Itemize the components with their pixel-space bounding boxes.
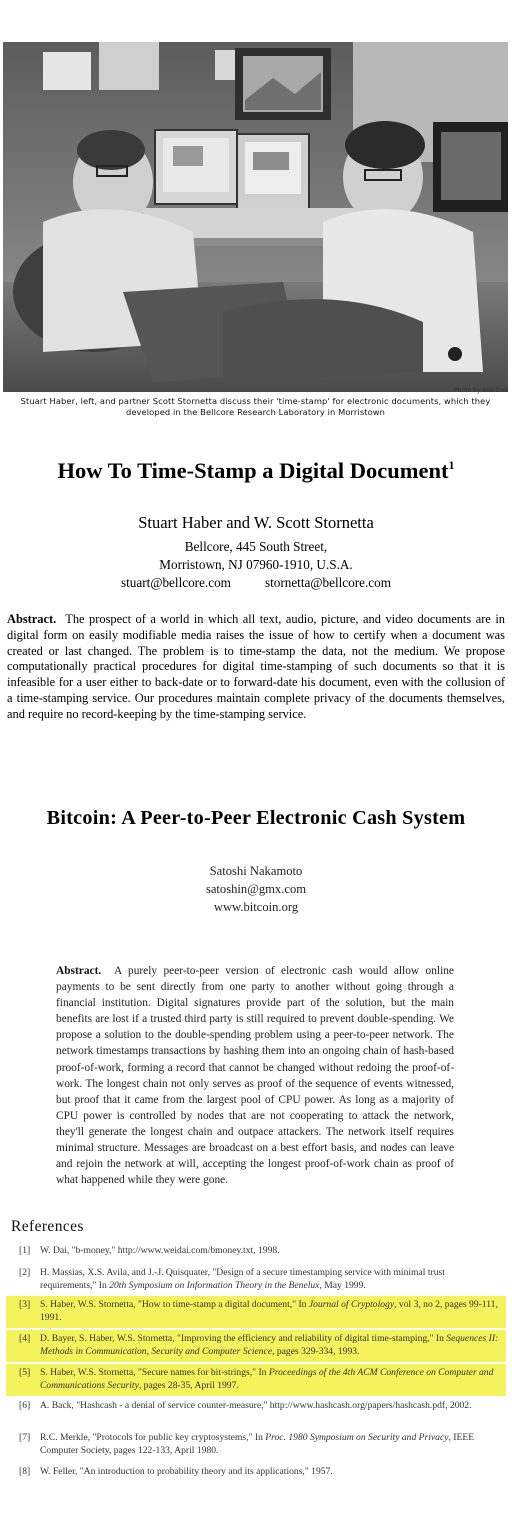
reference-item-highlighted [6, 1296, 506, 1328]
photo-caption [3, 396, 508, 418]
reference-item [6, 1466, 506, 1479]
paper1-address-line: Morristown, NJ 07960-1910, U.S.A. [159, 557, 353, 572]
photo-caption-line: developed in the Bellcore Research Laboratory in Morristown [125, 407, 386, 417]
reference-text: , IEEE Computer Society, pages 122-133, April 1980. [40, 1432, 475, 1456]
reference-venue: Proc. 1980 Symposium on Security and Privacy [265, 1432, 449, 1443]
paper1-title [0, 458, 512, 484]
paper1-email: stornetta@bellcore.com [264, 575, 391, 590]
paper2-title: Bitcoin: A Peer-to-Peer Electronic Cash System [46, 807, 466, 829]
abstract-label: Abstract. [7, 612, 57, 626]
reference-item [6, 1400, 506, 1413]
reference-item [6, 1267, 506, 1293]
reference-number: [5] [19, 1367, 31, 1378]
reference-item [6, 1432, 506, 1458]
reference-item-highlighted [6, 1364, 506, 1396]
reference-number: [1] [19, 1245, 31, 1256]
abstract-label: Abstract. [56, 965, 102, 977]
reference-item-highlighted [6, 1330, 506, 1362]
reference-number: [2] [19, 1267, 31, 1278]
paper1-emails [0, 575, 512, 591]
reference-number: [6] [19, 1400, 31, 1411]
reference-text: W. Dai, "b-money," http://www.weidai.com/bmoney.txt, 1998. [40, 1245, 280, 1256]
reference-item [6, 1245, 506, 1258]
abstract-text: The prospect of a world in which all text, audio, picture, and video documents are in digital form on easily modifiable media raises the issue of how to certify when a document was created or last changed. The problem is to time-stamp the data, not the medium. We propose computationally practical procedures for digital time-stamping of such documents so that it is infeasible for a user either to back-date or to forward-date his document, even with the collusion of a time-stamping service. Our procedures maintain complete privacy of the documents themselves, and require no record-keeping by the time-stamping service. [7, 612, 505, 721]
reference-text: , pages 329-334, 1993. [272, 1345, 360, 1357]
photo-credit: Photo by Bob Ono [454, 387, 508, 394]
paper1-email: stuart@bellcore.com [121, 575, 231, 590]
reference-text: S. Haber, W.S. Stornetta, "Secure names for bit-strings," In [40, 1367, 269, 1378]
paper2-email: satoshin@gmx.com [205, 882, 307, 896]
reference-text: A. Back, "Hashcash - a denial of service counter-measure," http://www.hashcash.org/papers/hashcash.pdf, 2002. [40, 1400, 472, 1411]
paper1-title-text: How To Time-Stamp a Digital Document [57, 458, 449, 483]
reference-text: R.C. Merkle, "Protocols for public key cryptosystems," In [40, 1432, 266, 1443]
reference-number: [3] [19, 1299, 31, 1310]
paper1-address-line: Bellcore, 445 South Street, [184, 539, 328, 554]
reference-text: S. Haber, W.S. Stornetta, "How to time-stamp a digital document," In [40, 1299, 309, 1310]
reference-number: [7] [19, 1432, 31, 1443]
newspaper-photo [3, 42, 508, 392]
reference-venue: Journal of Cryptology [308, 1299, 395, 1310]
paper2-website: www.bitcoin.org [213, 900, 299, 914]
reference-venue: Sequences II: Methods in Communication, Security and Computer Science [40, 1333, 499, 1357]
reference-text: , vol 3, no 2, pages 99-111, 1991. [40, 1299, 498, 1323]
reference-venue: 20th Symposium on Information Theory in the Benelux [109, 1279, 320, 1291]
reference-text: H. Massias, X.S. Avila, and J.-J. Quisquater, "Design of a secure timestamping service with minimal trust requirements," In [40, 1267, 445, 1291]
footnote-mark: 1 [448, 458, 455, 472]
paper1-abstract [7, 612, 505, 723]
office-scene-illustration [3, 42, 508, 392]
reference-text: W. Feller, "An introduction to probability theory and its applications," 1957. [40, 1466, 333, 1477]
reference-number: [4] [19, 1333, 31, 1344]
reference-text: D. Bayer, S. Haber, W.S. Stornetta, "Improving the efficiency and reliability of digital time-stamping," In [40, 1333, 447, 1344]
reference-text: , pages 28-35, April 1997. [138, 1379, 239, 1391]
photo-caption-line: Stuart Haber, left, and partner Scott Stornetta discuss their 'time-stamp' for electronic documents, which they [20, 396, 491, 406]
reference-text: , May 1999. [319, 1279, 366, 1291]
paper1-authors: Stuart Haber and W. Scott Stornetta [138, 513, 374, 532]
references-heading: References [11, 1218, 84, 1235]
reference-venue: Proceedings of the 4th ACM Conference on Computer and Communications Security [40, 1367, 494, 1391]
paper2-abstract [56, 963, 454, 1188]
paper2-author: Satoshi Nakamoto [209, 864, 303, 878]
abstract-text: A purely peer-to-peer version of electronic cash would allow online payments to be sent directly from one party to another without going through a financial institution. Digital signatures provide part of the solution, but the main benefits are lost if a trusted third party is still required to prevent double-spending. We propose a solution to the double-spending problem using a peer-to-peer network. The network timestamps transactions by hashing them into an ongoing chain of hash-based proof-of-work, forming a record that cannot be changed without redoing the proof-of-work. The longest chain not only serves as proof of the sequence of events witnessed, but proof that it came from the largest pool of CPU power. As long as a majority of CPU power is controlled by nodes that are not cooperating to attack the network, they'll generate the longest chain and outpace attackers. The network itself requires minimal structure. Messages are broadcast on a best effort basis, and nodes can leave and rejoin the network at will, accepting the longest proof-of-work chain as proof of what happened while they were gone. [56, 965, 454, 1187]
reference-number: [8] [19, 1466, 31, 1477]
